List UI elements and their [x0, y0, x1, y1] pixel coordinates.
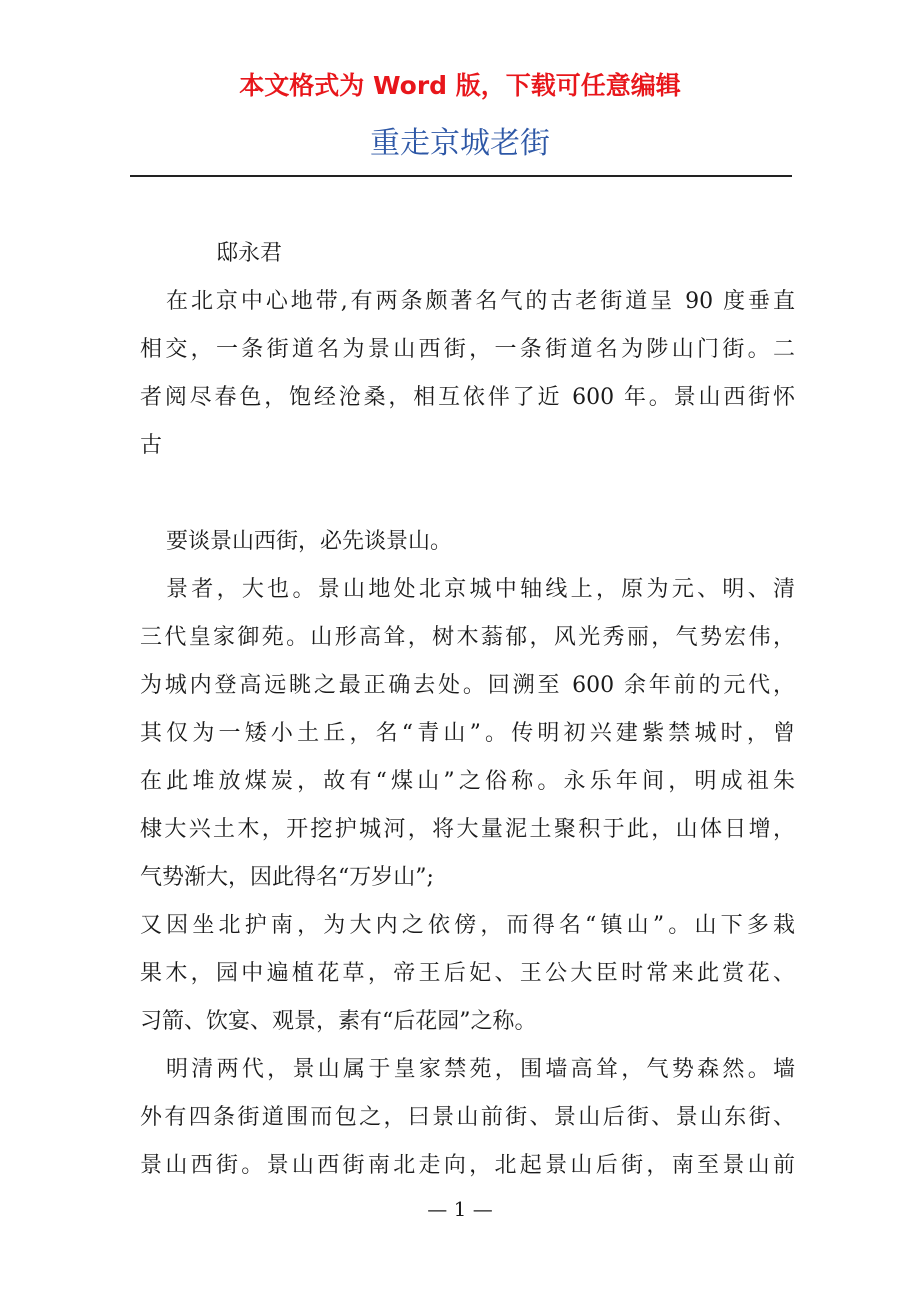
paragraph-line: 其仅为一矮小土丘，名“青山”。传明初兴建紫禁城时，曾	[140, 721, 795, 746]
paragraph-spacer	[140, 470, 795, 518]
title-divider	[130, 175, 792, 177]
paragraph-line: 为城内登高远眺之最正确去处。回溯至 600 余年前的元代，	[140, 673, 795, 698]
paragraph-line: 习箭、饮宴、观景，素有“后花园”之称。	[140, 1009, 537, 1034]
article-body	[140, 230, 795, 1190]
paragraph-line: 景山西街。景山西街南北走向，北起景山后街，南至景山前	[140, 1153, 795, 1178]
format-notice-banner: 本文格式为 Word 版，下载可任意编辑	[239, 71, 681, 100]
paragraph-line: 在此堆放煤炭，故有“煤山”之俗称。永乐年间，明成祖朱	[140, 769, 795, 794]
page-number: — 1 —	[427, 1197, 493, 1221]
paragraph-line: 要谈景山西街，必先谈景山。	[166, 529, 453, 554]
paragraph-line: 外有四条街道围而包之，曰景山前街、景山后街、景山东街、	[140, 1105, 795, 1130]
paragraph-line: 又因坐北护南，为大内之依傍，而得名“镇山”。山下多栽	[140, 913, 795, 938]
paragraph-line: 景者，大也。景山地处北京城中轴线上，原为元、明、清	[166, 577, 795, 602]
paragraph-line: 者阅尽春色，饱经沧桑，相互依伴了近 600 年。景山西街怀	[140, 385, 795, 410]
author-name: 邸永君	[216, 241, 283, 266]
paragraph-line: 明清两代，景山属于皇家禁苑，围墙高耸，气势森然。墙	[166, 1057, 795, 1082]
paragraph-line: 三代皇家御苑。山形高耸，树木蓊郁，风光秀丽，气势宏伟，	[140, 625, 795, 650]
paragraph-line: 果木，园中遍植花草，帝王后妃、王公大臣时常来此赏花、	[140, 961, 795, 986]
paragraph-line: 棣大兴土木，开挖护城河，将大量泥土聚积于此，山体日增，	[140, 817, 795, 842]
paragraph-line: 相交，一条街道名为景山西街，一条街道名为陟山门街。二	[140, 337, 795, 362]
paragraph-line: 气势渐大，因此得名“万岁山”;	[140, 865, 434, 890]
paragraph-line: 古	[140, 433, 163, 458]
paragraph-line: 在北京中心地带,有两条颇著名气的古老街道呈 90 度垂直	[166, 289, 795, 314]
document-title: 重走京城老街	[370, 126, 550, 161]
